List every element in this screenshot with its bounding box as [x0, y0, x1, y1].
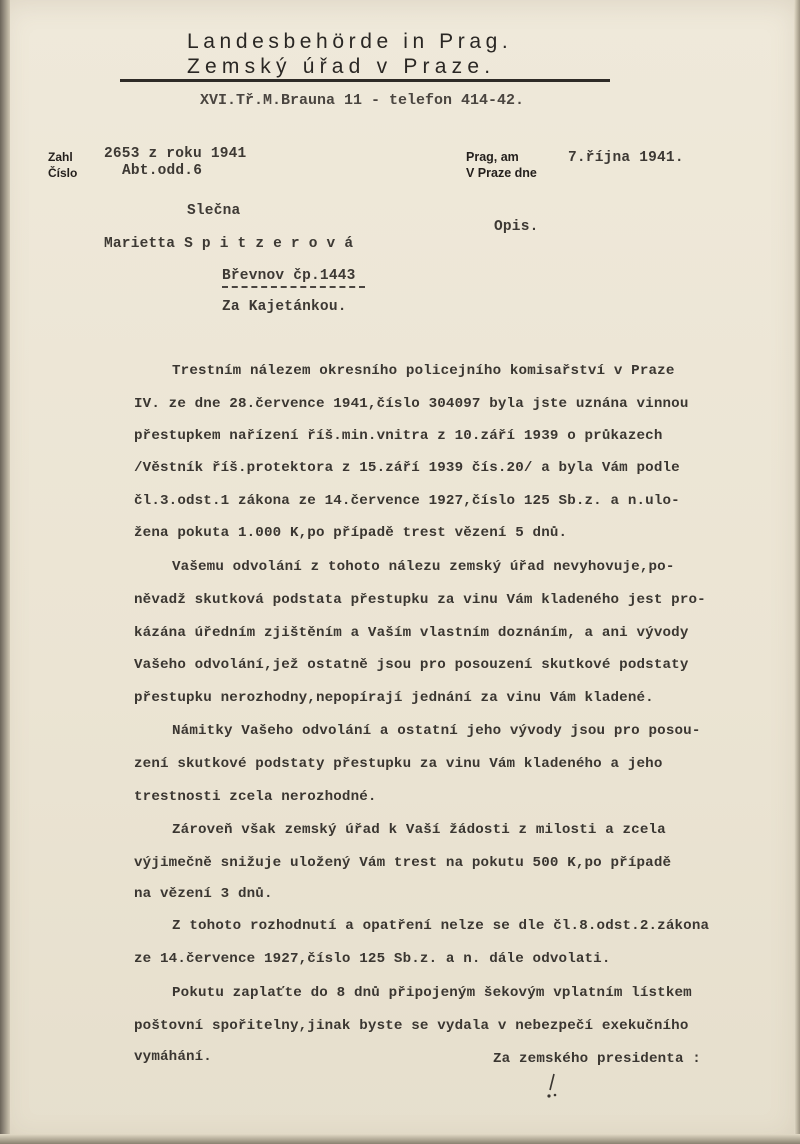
- signature-mark: [545, 1072, 559, 1100]
- body-line: čl.3.odst.1 zákona ze 14.července 1927,číslo 125 Sb.z. a n.ulo-: [134, 493, 680, 509]
- letterhead-address: XVI.Tř.M.Brauna 11 - telefon 414-42.: [200, 92, 525, 109]
- body-line: přestupku nerozhodny,nepopírají jednání za vinu Vám kladené.: [134, 690, 654, 706]
- body-line: žena pokuta 1.000 K,po případě trest vězení 5 dnů.: [134, 525, 568, 541]
- body-line: /Věstník říš.protektora z 15.září 1939 čís.20/ a byla Vám podle: [134, 460, 680, 476]
- body-line: ze 14.července 1927,číslo 125 Sb.z. a n. dále odvolati.: [134, 951, 611, 967]
- body-line: Vašemu odvolání z tohoto nálezu zemský úřad nevyhovuje,po-: [172, 559, 675, 575]
- recipient-salutation: Slečna: [187, 203, 241, 219]
- body-line: přestupkem nařízení říš.min.vnitra z 10.září 1939 o průkazech: [134, 428, 663, 444]
- body-line: IV. ze dne 28.července 1941,číslo 304097 byla jste uznána vinnou: [134, 396, 689, 412]
- scan-edge-bottom: [0, 1134, 800, 1144]
- recipient-underline: [222, 286, 365, 288]
- recipient-address-street: Břevnov čp.1443: [222, 268, 356, 284]
- body-line: Z tohoto rozhodnutí a opatření nelze se dle čl.8.odst.2.zákona: [172, 918, 710, 934]
- body-line: na vězení 3 dnů.: [134, 886, 273, 902]
- dateline-date: 7.října 1941.: [568, 150, 684, 166]
- letterhead-title-german: Landesbehörde in Prag.: [187, 30, 513, 53]
- dateline-label-czech: V Praze dne: [466, 166, 537, 180]
- body-line: něvadž skutková podstata přestupku za vinu Vám kladeného jest pro-: [134, 592, 706, 608]
- letterhead-rule: [120, 79, 610, 82]
- signature-line: Za zemského presidenta :: [493, 1051, 701, 1067]
- body-line: vymáhání.: [134, 1049, 212, 1065]
- reference-label-zahl: Zahl: [48, 150, 73, 164]
- recipient-address-locality: Za Kajetánkou.: [222, 299, 347, 315]
- body-line: Vašeho odvolání,jež ostatně jsou pro posouzení skutkové podstaty: [134, 657, 689, 673]
- body-line: trestnosti zcela nerozhodné.: [134, 789, 377, 805]
- body-line: Zároveň však zemský úřad k Vaší žádosti z milosti a zcela: [172, 822, 666, 838]
- body-line: Námitky Vašeho odvolání a ostatní jeho vývody jsou pro posou-: [172, 723, 701, 739]
- letterhead-title-czech: Zemský úřad v Praze.: [187, 55, 496, 78]
- body-line: Trestním nálezem okresního policejního komisařství v Praze: [172, 363, 675, 379]
- reference-label-cislo: Číslo: [48, 166, 78, 180]
- body-line: výjimečně snižuje uložený Vám trest na pokutu 500 K,po případě: [134, 855, 672, 871]
- body-line: Pokutu zaplaťte do 8 dnů připojeným šekovým vplatním lístkem: [172, 985, 692, 1001]
- reference-department: Abt.odd.6: [122, 163, 203, 179]
- dateline-label-german: Prag, am: [466, 150, 519, 164]
- recipient-name: Marietta S p i t z e r o v á: [104, 236, 354, 252]
- body-line: zení skutkové podstaty přestupku za vinu Vám kladeného a jeho: [134, 756, 663, 772]
- body-line: kázána úředním zjištěním a Vaším vlastním doznáním, a ani vývody: [134, 625, 689, 641]
- scan-edge-right: [794, 0, 800, 1144]
- copy-mark: Opis.: [494, 219, 539, 235]
- body-line: poštovní spořitelny,jinak byste se vydala v nebezpečí exekučního: [134, 1018, 689, 1034]
- scan-edge-left: [0, 0, 10, 1144]
- reference-number: 2653 z roku 1941: [104, 146, 247, 162]
